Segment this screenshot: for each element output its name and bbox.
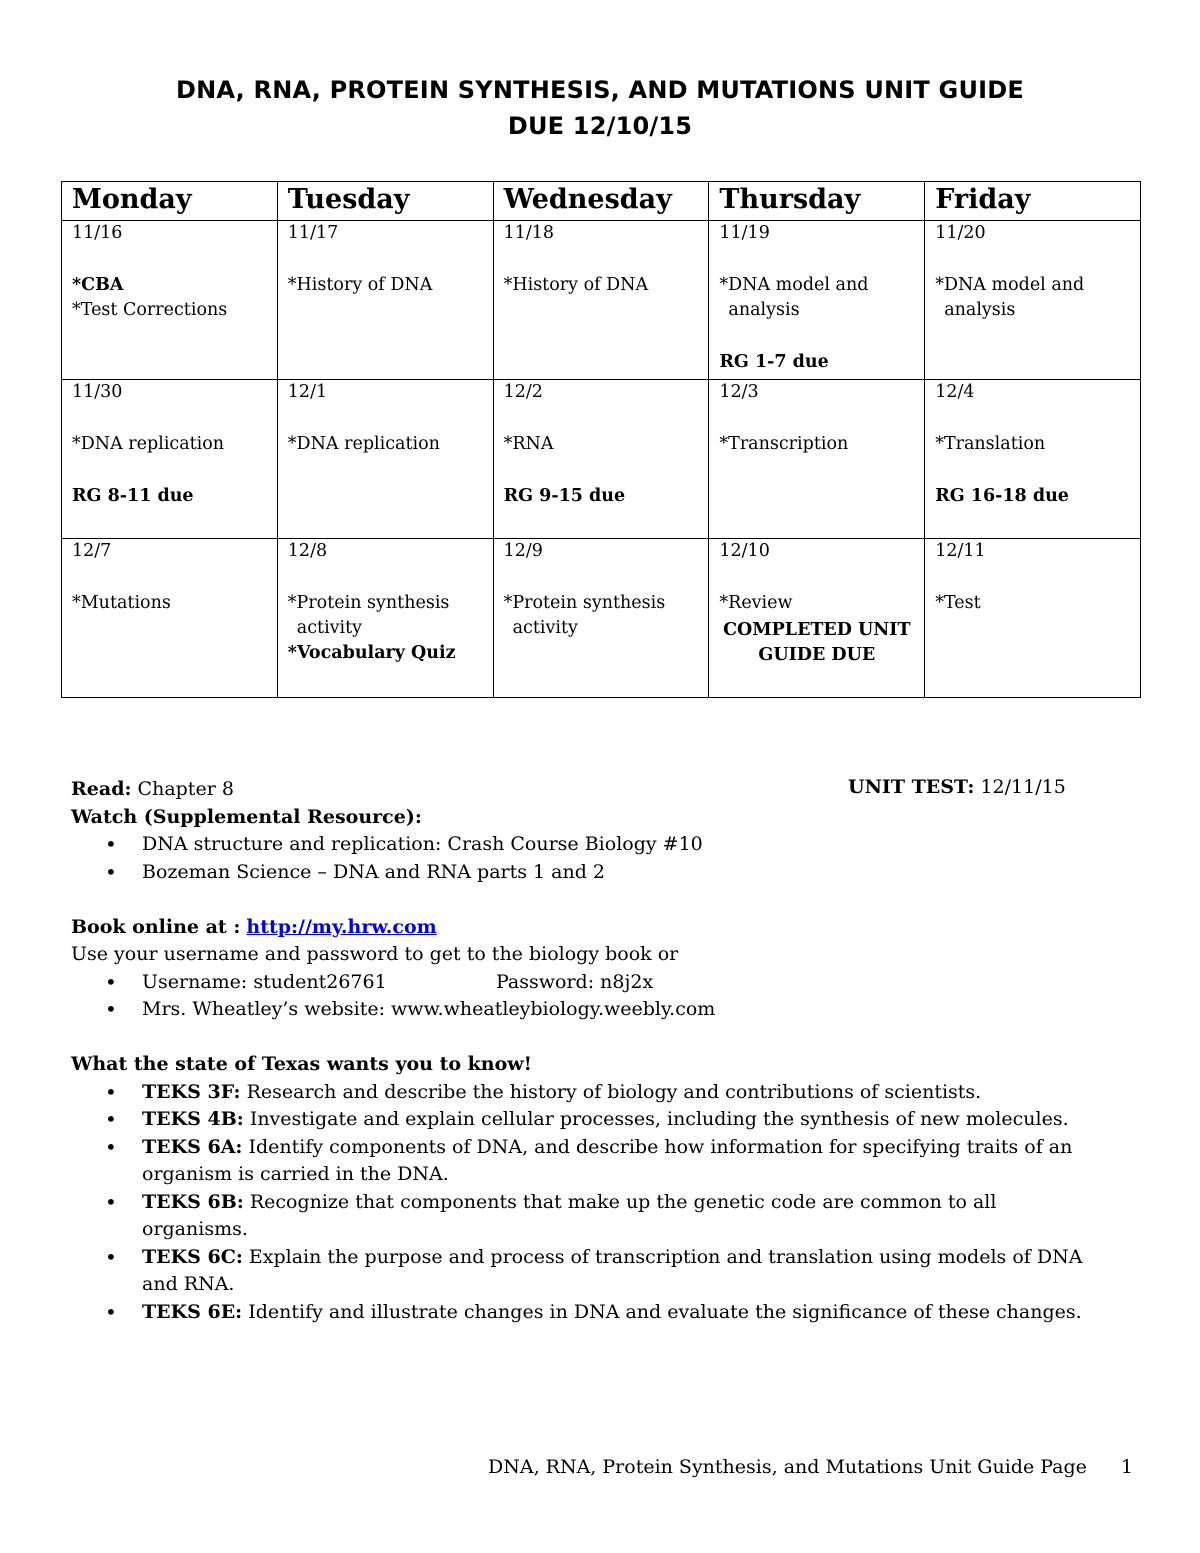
cell-activity: *Protein synthesis (503, 593, 666, 613)
book-note: Use your username and password to get to the biology book or (71, 943, 679, 965)
day-cell (62, 380, 278, 539)
cell-date: 11/30 (72, 382, 123, 402)
cell-activity: *History of DNA (503, 275, 649, 295)
page-footer (488, 1456, 1133, 1478)
cell-activity: *Translation (935, 434, 1046, 454)
cell-activity: *Transcription (719, 434, 849, 454)
cell-date: 11/20 (935, 223, 986, 243)
login-list (71, 969, 1082, 1024)
page-number: 1 (1120, 1456, 1133, 1478)
cell-activity: *Test Corrections (72, 300, 228, 320)
reading-guide-due: RG 9-15 due (503, 486, 626, 506)
read-label: Read: (71, 778, 132, 800)
list-item (71, 1134, 1082, 1189)
cell-activity: *RNA (503, 434, 554, 454)
teks-text: Explain the purpose and process of transcription and translation using models of DNA (248, 1245, 1083, 1268)
cell-date: 12/1 (287, 382, 328, 402)
cell-date: 12/7 (72, 541, 112, 561)
teks-text: organism is carried in the DNA. (142, 1163, 449, 1185)
list-item (71, 1079, 1082, 1107)
day-header-row (62, 182, 1141, 221)
cell-activity: analysis (944, 300, 1016, 320)
schedule-table (61, 181, 1141, 698)
table-row (62, 380, 1141, 539)
teks-text: Identify components of DNA, and describe how information for specifying traits of an (248, 1135, 1073, 1158)
watch-heading: Watch (Supplemental Resource): (71, 805, 422, 828)
book-link[interactable]: http://my.hrw.com (246, 915, 437, 938)
cell-activity: activity (296, 618, 363, 638)
teks-text: organisms. (142, 1218, 248, 1240)
day-cell (709, 539, 925, 698)
day-cell (62, 221, 278, 380)
cell-date: 12/4 (935, 382, 975, 402)
reading-guide-due: RG 8-11 due (72, 486, 194, 506)
book-line (71, 914, 1082, 942)
day-cell (925, 380, 1141, 539)
teks-text: and RNA. (142, 1273, 235, 1295)
cell-activity: analysis (728, 300, 800, 320)
day-cell (493, 380, 709, 539)
cell-date: 11/16 (72, 223, 123, 243)
day-cell (709, 380, 925, 539)
list-item (71, 1244, 1082, 1299)
day-cell (277, 539, 493, 698)
day-cell (277, 221, 493, 380)
read-value: Chapter 8 (137, 778, 234, 800)
book-label: Book online at : (71, 915, 241, 938)
password-text: Password: n8j2x (496, 970, 654, 993)
cell-date: 12/9 (503, 541, 543, 561)
day-header: Wednesday (493, 182, 709, 221)
cell-activity: *DNA replication (287, 434, 440, 454)
day-header: Tuesday (277, 182, 493, 221)
resources-section (71, 776, 1082, 1326)
cell-activity: *DNA replication (72, 434, 225, 454)
cell-activity: *History of DNA (287, 275, 433, 295)
guide-due-note: GUIDE DUE (758, 645, 876, 665)
cell-activity: activity (512, 618, 578, 638)
list-item: • DNA structure and replication: Crash Course Biology #10 (71, 831, 1082, 859)
teks-heading: What the state of Texas wants you to know! (71, 1053, 532, 1075)
teks-text: Recognize that components that make up the genetic code are common to all (249, 1190, 997, 1213)
teks-code: TEKS 4B: (142, 1108, 244, 1130)
day-cell (925, 221, 1141, 380)
cell-date: 11/17 (287, 223, 339, 243)
list-item: • Bozeman Science – DNA and RNA parts 1 and 2 (71, 859, 1082, 887)
cell-activity: *Mutations (72, 593, 171, 613)
footer-text: DNA, RNA, Protein Synthesis, and Mutations Unit Guide Page (488, 1456, 1087, 1478)
cell-activity: *Protein synthesis (287, 593, 450, 613)
due-date-title: DUE 12/10/15 (507, 112, 693, 140)
list-item (71, 1106, 1082, 1134)
reading-guide-due: RG 1-7 due (719, 352, 829, 372)
teks-text: Investigate and explain cellular processes, including the synthesis of new molecules. (249, 1108, 1069, 1130)
username-text: Username: student26761 (142, 970, 387, 993)
quiz-note: *Vocabulary Quiz (287, 643, 456, 663)
day-cell (277, 380, 493, 539)
cell-date: 12/11 (935, 541, 986, 561)
day-header: Thursday (709, 182, 925, 221)
cell-activity: *Review (719, 593, 793, 613)
teks-code: TEKS 6B: (142, 1190, 244, 1213)
unit-test-label: UNIT TEST: (848, 776, 975, 798)
cell-activity: *DNA model and (935, 275, 1085, 295)
teks-code: TEKS 6C: (142, 1245, 243, 1268)
list-item: • Mrs. Wheatley’s website: www.wheatleybiology.weebly.com (71, 996, 1082, 1024)
reading-guide-due: RG 16-18 due (935, 486, 1069, 506)
list-item (71, 969, 1082, 997)
read-line (71, 776, 1082, 804)
teks-code: TEKS 6A: (142, 1135, 243, 1158)
day-cell (925, 539, 1141, 698)
teks-text: Identify and illustrate changes in DNA and evaluate the significance of these changes. (248, 1300, 1082, 1323)
cell-date: 12/3 (719, 382, 759, 402)
teks-code: TEKS 3F: (142, 1080, 241, 1103)
day-cell (709, 221, 925, 380)
day-header: Monday (62, 182, 278, 221)
cell-date: 11/18 (503, 223, 555, 243)
unit-test-value: 12/11/15 (980, 776, 1066, 798)
cell-activity: *CBA (72, 275, 124, 295)
list-item (71, 1189, 1082, 1244)
watch-list (71, 831, 1082, 886)
cell-activity: *Test (935, 593, 981, 613)
list-item (71, 1299, 1082, 1327)
cell-date: 12/10 (719, 541, 770, 561)
cell-date: 12/2 (503, 382, 543, 402)
cell-date: 12/8 (287, 541, 328, 561)
day-cell (62, 539, 278, 698)
guide-due-note: COMPLETED UNIT (723, 620, 911, 640)
teks-text: Research and describe the history of biology and contributions of scientists. (246, 1080, 982, 1103)
cell-date: 11/19 (719, 223, 770, 243)
table-row (62, 221, 1141, 380)
cell-activity: *DNA model and (719, 275, 869, 295)
teks-list (71, 1079, 1082, 1327)
teks-code: TEKS 6E: (142, 1300, 243, 1323)
day-cell (493, 221, 709, 380)
day-cell (493, 539, 709, 698)
table-row (62, 539, 1141, 698)
day-header: Friday (925, 182, 1141, 221)
page-title: DNA, RNA, PROTEIN SYNTHESIS, AND MUTATIONS UNIT GUIDE (176, 76, 1024, 104)
